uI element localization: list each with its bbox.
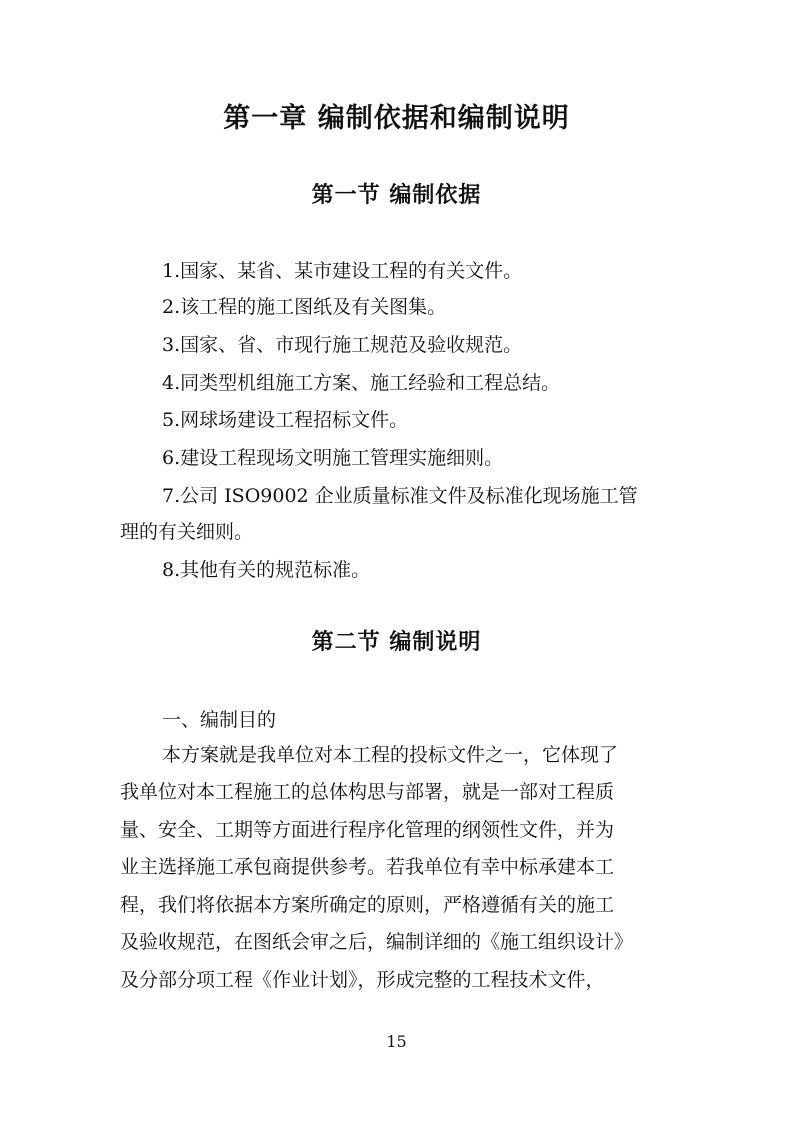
paragraph-line: 本方案就是我单位对本工程的投标文件之一，它体现了	[162, 744, 619, 766]
paragraph-line: 程，我们将依据本方案所确定的原则，严格遵循有关的施工	[120, 894, 615, 916]
basis-item-6: 6.建设工程现场文明施工管理实施细则。	[162, 447, 504, 469]
basis-item-3: 3.国家、省、市现行施工规范及验收规范。	[162, 334, 523, 356]
basis-item-1: 1.国家、某省、某市建设工程的有关文件。	[162, 260, 523, 282]
paragraph-line: 及分部分项工程《作业计划》，形成完整的工程技术文件，	[120, 969, 605, 991]
basis-item-2: 2.该工程的施工图纸及有关图集。	[162, 296, 447, 318]
basis-item-8: 8.其他有关的规范标准。	[162, 559, 371, 581]
subheading-purpose: 一、编制目的	[162, 709, 277, 731]
chapter-title: 第一章 编制依据和编制说明	[223, 103, 570, 134]
section-title-explanation: 第二节 编制说明	[311, 630, 482, 655]
basis-item-4: 4.同类型机组施工方案、施工经验和工程总结。	[162, 372, 561, 394]
section-title-basis: 第一节 编制依据	[311, 183, 482, 208]
paragraph-line: 业主选择施工承包商提供参考。若我单位有幸中标承建本工	[120, 856, 615, 878]
basis-item-5: 5.网球场建设工程招标文件。	[162, 409, 409, 431]
paragraph-line: 及验收规范，在图纸会审之后，编制详细的《施工组织设计》	[120, 931, 634, 953]
page-number: 15	[386, 1032, 407, 1051]
paragraph-line: 量、安全、工期等方面进行程序化管理的纲领性文件，并为	[120, 819, 615, 841]
basis-item-7-continued: 理的有关细则。	[120, 521, 254, 543]
paragraph-line: 我单位对本工程施工的总体构思与部署，就是一部对工程质	[120, 781, 615, 803]
basis-item-7: 7.公司 ISO9002 企业质量标准文件及标准化现场施工管	[162, 485, 638, 507]
